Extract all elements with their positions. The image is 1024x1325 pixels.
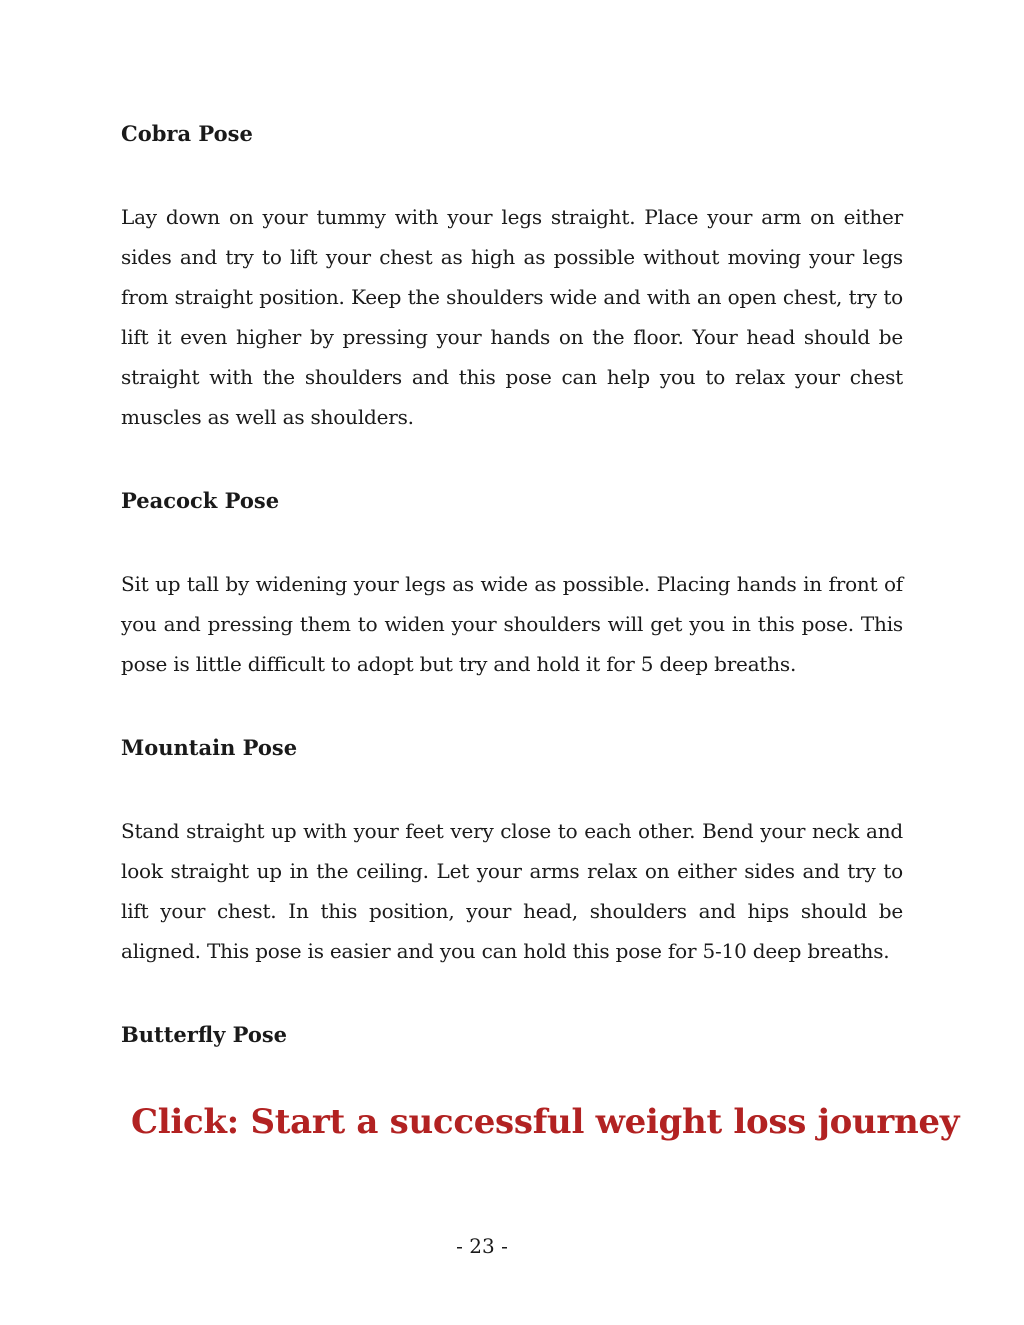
page-content [121,117,903,1051]
section-heading-butterfly-pose: Butterfly Pose [121,1022,288,1047]
section-body-peacock-pose: Sit up tall by widening your legs as wide as possible. Placing hands in front of you and pressing them to widen your shoulders will get you in this pose. This pose is little difficult to adopt but try and hold it for 5 deep breaths. [121,572,903,676]
weight-loss-journey-link[interactable]: Click: Start a successful weight loss journey [131,1102,960,1142]
section-heading-mountain-pose: Mountain Pose [121,735,298,760]
section-body-mountain-pose: Stand straight up with your feet very close to each other. Bend your neck and look straight up in the ceiling. Let your arms relax on either sides and try to lift your chest. In this position, your head, shoulders and hips should be aligned. This pose is easier and you can hold this pose for 5-10 deep breaths. [121,819,903,963]
section-heading-cobra-pose: Cobra Pose [121,121,253,146]
section-heading-peacock-pose: Peacock Pose [121,488,280,513]
page-number: - 23 - [456,1234,508,1258]
section-body-cobra-pose: Lay down on your tummy with your legs straight. Place your arm on either sides and try to lift your chest as high as possible without moving your legs from straight position. Keep the shoulders wide and with an open chest, try to lift it even higher by pressing your hands on the floor. Your head should be straight with the shoulders and this pose can help you to relax your chest muscles as well as shoulders. [121,205,903,429]
